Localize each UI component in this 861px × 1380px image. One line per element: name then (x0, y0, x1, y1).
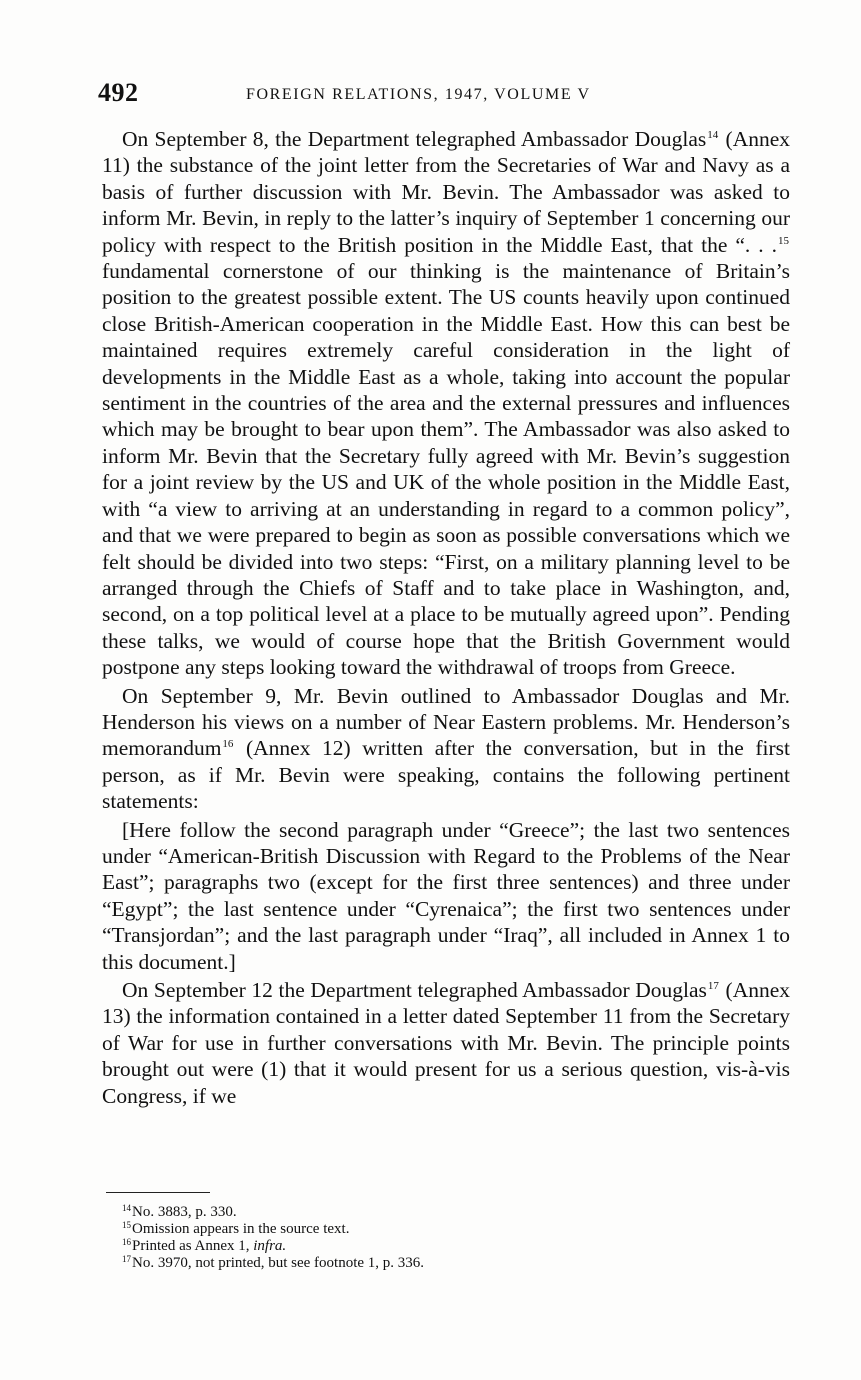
body-text (102, 126, 790, 1109)
footnotes (122, 1204, 782, 1272)
paragraph-text: fundamental cornerstone of our thinking is the maintenance of Britain’s position to the greatest possible extent. The US counts heavily upon continued close British-American cooperation in the Middle East. How this can best be maintained requires extremely careful consideration in the light of developments in the Middle East as a whole, taking into account the popular sentiment in the countries of the area and the external pressures and influences which may be brought to bear upon them”. The Ambassador was also asked to inform Mr. Bevin that the Secretary fully agreed with Mr. Bevin’s suggestion for a joint review by the US and UK of the whole position in the Middle East, with “a view to arriving at an understanding in regard to a common policy”, and that we were prepared to begin as soon as possible conversations which we felt should be divided into two steps: “First, on a military planning level to be arranged through the Chiefs of Staff and to take place in Washington, and, second, on a top political level at a place to be mutually agreed upon”. Pending these talks, we would of course hope that the British Government would postpone any steps looking toward the withdrawal of troops from Greece. (102, 259, 790, 680)
page-number: 492 (98, 78, 139, 107)
footnote-text: No. 3970, not printed, but see footnote 1, p. 336. (132, 1255, 425, 1271)
paragraph-text: On September 12 the Department telegraphed Ambassador Douglas (122, 978, 707, 1002)
footnote-reference: 17 (707, 980, 719, 992)
paragraph-text: [Here follow the second paragraph under “Greece”; the last two sentences under “American-British Discussion with Regard to the Problems of the Near East”; paragraphs two (except for the first three sentences) and three under “Egypt”; the last sentence under “Cyrenaica”; the first two sentences under “Transjordan”; and the last paragraph under “Iraq”, all included in Annex 1 to this document.] (102, 817, 790, 974)
footnote (122, 1204, 782, 1221)
running-head: FOREIGN RELATIONS, 1947, VOLUME V (246, 86, 591, 103)
footnote (122, 1255, 782, 1272)
paragraph-text: On September 8, the Department telegraphed Ambassador Douglas (122, 127, 707, 151)
footnote-number: 17 (122, 1254, 131, 1264)
footnote-text: Omission appears in the source text. (132, 1221, 350, 1237)
paragraph-text: (Annex 11) the substance of the joint letter from the Secretaries of War and Navy as a basis of further discussion with Mr. Bevin. The Ambassador was asked to inform Mr. Bevin, in reply to the latter’s inquiry of September 1 concerning our policy with respect to the British position in the Middle East, that the “. . . (102, 127, 791, 257)
footnote-number: 14 (122, 1203, 131, 1213)
footnote-number: 15 (122, 1220, 131, 1230)
footnote (122, 1221, 782, 1238)
body-paragraph (102, 977, 790, 1109)
body-paragraph (102, 126, 790, 681)
footnote-italic-text: infra. (253, 1238, 287, 1254)
body-paragraph (102, 683, 790, 815)
body-paragraph (102, 817, 790, 975)
footnote-text: Printed as Annex 1, (132, 1238, 254, 1254)
footnote-text: No. 3883, p. 330. (132, 1204, 237, 1220)
footnote-divider (106, 1192, 210, 1193)
footnote-reference: 16 (222, 738, 234, 751)
paragraph-text: On September 9, Mr. Bevin outlined to Ambassador Douglas and Mr. Henderson his views on a number of Near Eastern problems. Mr. Henderson’s memorandum (102, 683, 790, 761)
paragraph-text: (Annex 13) the information contained in a letter dated September 11 from the Secretary of War for use in further conversations with Mr. Bevin. The principle points brought out were (1) that it would present for us a serious question, vis-à-vis Congress, if we (102, 978, 791, 1108)
footnote-reference: 14 (707, 129, 719, 141)
footnote-number: 16 (122, 1237, 131, 1247)
footnote-reference: 15 (778, 234, 789, 247)
paragraph-text: (Annex 12) written after the conversation, but in the first person, as if Mr. Bevin were speaking, contains the following pertinent statements: (102, 736, 790, 814)
footnote (122, 1238, 782, 1255)
page-header (98, 78, 792, 112)
